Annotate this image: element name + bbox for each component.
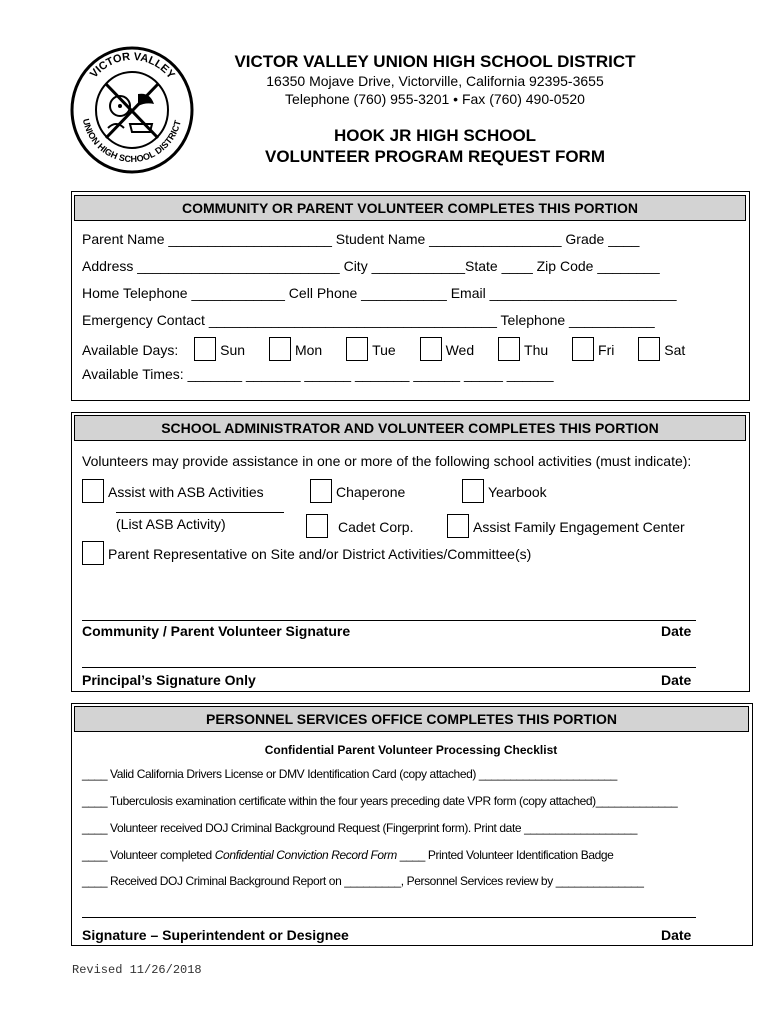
conviction-form-prefix: ____ Volunteer completed — [82, 848, 215, 862]
checkbox-parent-rep[interactable] — [82, 541, 104, 565]
day-fri-label: Fri — [598, 342, 615, 358]
checkbox-cadet[interactable] — [306, 514, 328, 538]
revised-date: Revised 11/26/2018 — [72, 963, 202, 977]
option-cadet[interactable] — [306, 514, 413, 538]
day-wed-label: Wed — [445, 342, 475, 358]
svg-text:UNION HIGH SCHOOL DISTRICT: UNION HIGH SCHOOL DISTRICT — [80, 117, 183, 165]
option-yearbook-label: Yearbook — [488, 484, 547, 500]
option-parent-rep-label: Parent Representative on Site and/or District Activities/Committee(s) — [108, 546, 532, 562]
checkbox-thu[interactable] — [498, 337, 520, 361]
checklist-item-license[interactable]: ____ Valid California Drivers License or DMV Identification Card (copy attached) ______________________ — [82, 767, 617, 781]
checklist-item-tb[interactable]: ____ Tuberculosis examination certificate within the four years preceding date VPR form (copy attached)_____________ — [82, 794, 678, 808]
superintendent-signature-line[interactable] — [82, 917, 696, 918]
conviction-form-name: Confidential Conviction Record Form — [214, 848, 397, 862]
volunteer-signature-label: Community / Parent Volunteer Signature — [82, 623, 351, 639]
school-name: HOOK JR HIGH SCHOOL — [333, 126, 537, 145]
volunteer-signature-line[interactable] — [82, 620, 696, 621]
parent-student-grade-line[interactable]: Parent Name _____________________ Student Name _________________ Grade ____ — [82, 231, 640, 247]
checklist-item-doj-request[interactable]: ____ Volunteer received DOJ Criminal Background Request (Fingerprint form). Print date __________________ — [82, 821, 638, 835]
list-asb-label: (List ASB Activity) — [116, 516, 226, 532]
emergency-contact-line[interactable]: Emergency Contact _____________________________________ Telephone ___________ — [82, 312, 655, 328]
checklist-title: Confidential Parent Volunteer Processing Checklist — [264, 743, 558, 757]
available-days — [82, 337, 685, 361]
option-chaperone[interactable] — [310, 479, 405, 503]
address-line[interactable]: Address __________________________ City ____________State ____ Zip Code ________ — [82, 258, 660, 274]
district-phone: Telephone (760) 955-3201 • Fax (760) 490-0520 — [285, 91, 585, 107]
principal-date-label: Date — [661, 672, 692, 688]
option-family-label: Assist Family Engagement Center — [473, 519, 685, 535]
activities-intro: Volunteers may provide assistance in one or more of the following school activities (must indicate): — [82, 453, 692, 469]
district-name: VICTOR VALLEY UNION HIGH SCHOOL DISTRICT — [234, 52, 636, 71]
day-thu-label: Thu — [524, 342, 549, 358]
option-family-engagement[interactable] — [447, 514, 685, 538]
superintendent-date-label: Date — [661, 927, 692, 943]
district-address: 16350 Mojave Drive, Victorville, California 92395-3655 — [266, 73, 604, 89]
form-title: VOLUNTEER PROGRAM REQUEST FORM — [264, 147, 605, 166]
checklist-item-conviction-form[interactable] — [82, 848, 613, 862]
principal-signature-label: Principal’s Signature Only — [82, 672, 256, 688]
phone-email-line[interactable]: Home Telephone ____________ Cell Phone ___________ Email ________________________ — [82, 285, 677, 301]
option-yearbook[interactable] — [462, 479, 547, 503]
section3-title: PERSONNEL SERVICES OFFICE COMPLETES THIS PORTION — [74, 706, 749, 732]
checkbox-family-engagement[interactable] — [447, 514, 469, 538]
checkbox-asb[interactable] — [82, 479, 104, 503]
volunteer-date-label: Date — [661, 623, 692, 639]
checkbox-yearbook[interactable] — [462, 479, 484, 503]
day-sat-label: Sat — [664, 342, 686, 358]
svg-text:VICTOR VALLEY: VICTOR VALLEY — [87, 50, 177, 82]
section2-title: SCHOOL ADMINISTRATOR AND VOLUNTEER COMPLETES THIS PORTION — [74, 415, 746, 441]
superintendent-signature-label: Signature – Superintendent or Designee — [82, 927, 349, 943]
option-cadet-label: Cadet Corp. — [338, 519, 414, 535]
checkbox-sun[interactable] — [194, 337, 216, 361]
day-sun-label: Sun — [220, 342, 246, 358]
option-chaperone-label: Chaperone — [336, 484, 406, 500]
principal-signature-line[interactable] — [82, 667, 696, 668]
checkbox-chaperone[interactable] — [310, 479, 332, 503]
day-mon-label: Mon — [294, 342, 323, 358]
checklist-item-doj-report[interactable]: ____ Received DOJ Criminal Background Report on _________, Personnel Services review by ______________ — [82, 874, 644, 888]
available-days-label: Available Days: — [82, 342, 179, 358]
checkbox-fri[interactable] — [572, 337, 594, 361]
available-times[interactable] — [82, 366, 554, 382]
available-times-label: Available Times: — [82, 366, 184, 382]
checkbox-sat[interactable] — [638, 337, 660, 361]
badge-item: ____ Printed Volunteer Identification Badge — [396, 848, 614, 862]
option-parent-rep[interactable] — [82, 541, 531, 565]
asb-activity-line[interactable] — [116, 512, 284, 513]
checkbox-tue[interactable] — [346, 337, 368, 361]
checkbox-mon[interactable] — [269, 337, 291, 361]
section1-title: COMMUNITY OR PARENT VOLUNTEER COMPLETES THIS PORTION — [74, 195, 746, 221]
option-asb-label: Assist with ASB Activities — [108, 484, 264, 500]
option-asb[interactable] — [82, 479, 264, 503]
available-times-blanks[interactable]: _______ _______ ______ _______ ______ _____ ______ — [187, 366, 554, 382]
checkbox-wed[interactable] — [420, 337, 442, 361]
day-tue-label: Tue — [372, 342, 396, 358]
